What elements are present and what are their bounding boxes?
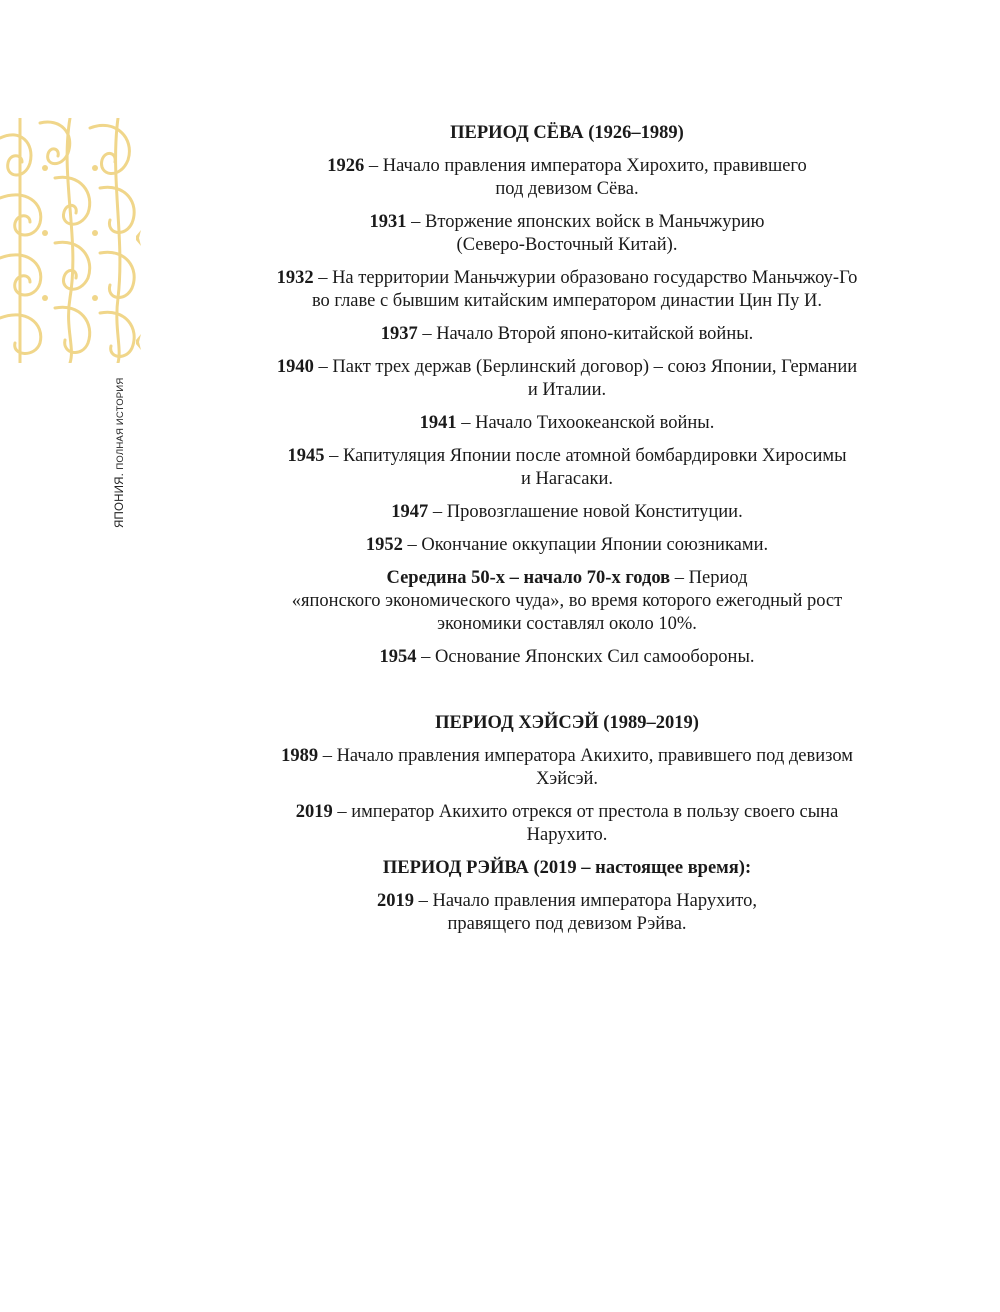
timeline-entry xyxy=(232,534,902,557)
entry-separator: – xyxy=(318,746,337,766)
timeline-content xyxy=(232,122,902,946)
timeline-entry xyxy=(232,267,902,313)
entry-date: 2019 xyxy=(295,802,333,822)
entry-date: 1941 xyxy=(419,413,457,433)
section-title-showa: ПЕРИОД СЁВА (1926–1989) xyxy=(450,123,684,143)
entry-text: (Северо-Восточный Китай). xyxy=(456,235,678,255)
entry-text: и Италии. xyxy=(527,380,607,400)
entry-separator: – xyxy=(364,156,383,176)
entry-separator: – xyxy=(332,802,352,822)
entry-separator: – xyxy=(456,413,476,433)
entry-date: 1945 xyxy=(287,446,325,466)
entry-separator: – xyxy=(313,357,333,377)
entry-text: Начало правления императора Акихито, правившего под девизом xyxy=(336,746,853,766)
running-title-main: ЯПОНИЯ. xyxy=(114,473,126,528)
section-title-reiwa: ПЕРИОД РЭЙВА (2019 – настоящее время): xyxy=(382,858,752,878)
entry-date: 1926 xyxy=(327,156,365,176)
timeline-entry xyxy=(232,801,902,847)
entry-date: 1952 xyxy=(365,535,403,555)
timeline-entry xyxy=(232,567,902,636)
entry-text: Начало правления императора Нарухито, xyxy=(432,891,757,911)
running-title xyxy=(114,378,126,528)
entry-date: 1947 xyxy=(391,502,429,522)
entry-text: «японского экономического чуда», во время которого ежегодный рост xyxy=(291,591,843,611)
running-title-sub: ПОЛНАЯ ИСТОРИЯ xyxy=(115,377,126,470)
timeline-entry xyxy=(232,323,902,346)
entry-date: 1932 xyxy=(276,268,314,288)
entry-separator: – xyxy=(313,268,333,288)
entry-date: 1954 xyxy=(379,647,417,667)
entry-separator: – xyxy=(428,502,447,522)
timeline-entry xyxy=(232,445,902,491)
entry-text: Период xyxy=(688,568,748,588)
entry-date: 1931 xyxy=(369,212,407,232)
entry-text: Провозглашение новой Конституции. xyxy=(446,502,743,522)
timeline-entry xyxy=(232,356,902,402)
entry-text: Окончание оккупации Японии союзниками. xyxy=(421,535,769,555)
entry-date: 1937 xyxy=(380,324,418,344)
entry-separator: – xyxy=(417,324,437,344)
entry-text: Начало правления императора Хирохито, правившего xyxy=(382,156,807,176)
entry-separator: – xyxy=(414,891,433,911)
entry-separator: – xyxy=(416,647,435,667)
timeline-entry xyxy=(232,646,902,669)
entry-text: Капитуляция Японии после атомной бомбардировки Хиросимы xyxy=(342,446,847,466)
entry-separator: – xyxy=(324,446,343,466)
gold-filigree-ornament-icon xyxy=(0,118,142,363)
timeline-entry xyxy=(232,890,902,936)
timeline-entry xyxy=(232,155,902,201)
entry-separator: – xyxy=(670,568,689,588)
entry-text: во главе с бывшим китайским императором династии Цин Пу И. xyxy=(311,291,823,311)
entry-separator: – xyxy=(402,535,422,555)
entry-text: Нарухито. xyxy=(526,825,608,845)
entry-date: 1940 xyxy=(276,357,314,377)
entry-text: Хэйсэй. xyxy=(535,769,599,789)
entry-text: экономики составлял около 10%. xyxy=(437,614,697,634)
entry-date: 1989 xyxy=(281,746,319,766)
timeline-entry xyxy=(232,501,902,524)
section-title-heisei: ПЕРИОД ХЭЙСЭЙ (1989–2019) xyxy=(435,713,699,733)
timeline-entry xyxy=(232,745,902,791)
entry-text: Вторжение японских войск в Маньчжурию xyxy=(425,212,765,232)
entry-text: под девизом Сёва. xyxy=(495,179,639,199)
entry-text: Начало Второй японо-китайской войны. xyxy=(436,324,754,344)
entry-text: и Нагасаки. xyxy=(520,469,614,489)
entry-text: На территории Маньчжурии образовано государство Маньчжоу-Го xyxy=(332,268,858,288)
entry-text: правящего под девизом Рэйва. xyxy=(447,914,687,934)
section-gap xyxy=(232,679,902,712)
entry-date: 2019 xyxy=(377,891,415,911)
entry-text: Основание Японских Сил самообороны. xyxy=(435,647,755,667)
entry-separator: – xyxy=(406,212,426,232)
entry-text: Начало Тихоокеанской войны. xyxy=(475,413,715,433)
entry-text: Пакт трех держав (Берлинский договор) – союз Японии, Германии xyxy=(332,357,858,377)
entry-text: император Акихито отрекся от престола в пользу своего сына xyxy=(351,802,839,822)
entry-date: Середина 50-х – начало 70-х годов xyxy=(386,568,671,588)
timeline-entry xyxy=(232,211,902,257)
timeline-entry xyxy=(232,412,902,435)
